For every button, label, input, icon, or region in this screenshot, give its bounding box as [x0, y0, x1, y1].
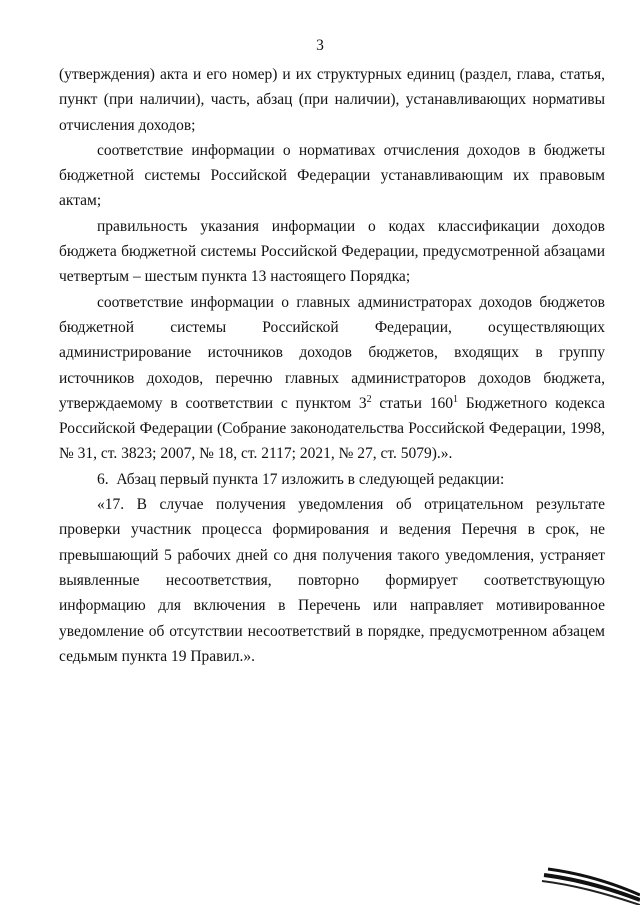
document-body	[59, 62, 605, 669]
paragraph-text-part: Бюджетного кодекса Российской Федерации (Собрание законодательства Российской Федерации, 1998, № 31, ст. 3823; 2007, № 18, ст. 2117; 2021, № 27, ст. 5079).».	[59, 394, 605, 463]
paragraph-item-6: 6. Абзац первый пункта 17 изложить в следующей редакции:	[97, 470, 505, 488]
superscript: 2	[366, 393, 372, 405]
paragraph-text-part: статьи 160	[371, 394, 453, 412]
page-number: 3	[316, 37, 324, 54]
paragraph-continuation: (утверждения) акта и его номер) и их структурных единиц (раздел, глава, статья, пункт (при наличии), часть, абзац (при наличии), устанавливающих нормативы отчисления доходов;	[59, 66, 605, 134]
paragraph-classification-codes: правильность указания информации о кодах классификации доходов бюджета бюджетной системы Российской Федерации, предусмотренной абзацами четвертым – шестым пункта 13 настоящего Порядка;	[59, 217, 605, 286]
scan-corner-mark	[540, 855, 640, 905]
paragraph-standards-compliance: соответствие информации о нормативах отчисления доходов в бюджеты бюджетной системы Российской Федерации устанавливающим их правовым актам;	[59, 141, 605, 210]
paragraph-chief-administrators	[59, 290, 605, 467]
paragraph-text-part: соответствие информации о главных администраторах доходов бюджетов бюджетной системы Российской Федерации, осуществляющих администрирование источников доходов бюджетов, входящих в группу источников доходов, перечню главных администраторов доходов бюджета, утверждаемому в соответствии с пунктом 3	[59, 293, 605, 412]
superscript: 1	[452, 393, 458, 405]
paragraph-item-17-text: «17. В случае получения уведомления об отрицательном результате проверки участник процесса формирования и ведения Перечня в срок, не превышающий 5 рабочих дней со дня получения такого уведомления, устраняет выявленные несоответствия, повторно формирует соответствующую информацию для включения в Перечень или направляет мотивированное уведомление об отсутствии несоответствий в порядке, предусмотренном абзацем седьмым пункта 19 Правил.».	[59, 496, 605, 665]
